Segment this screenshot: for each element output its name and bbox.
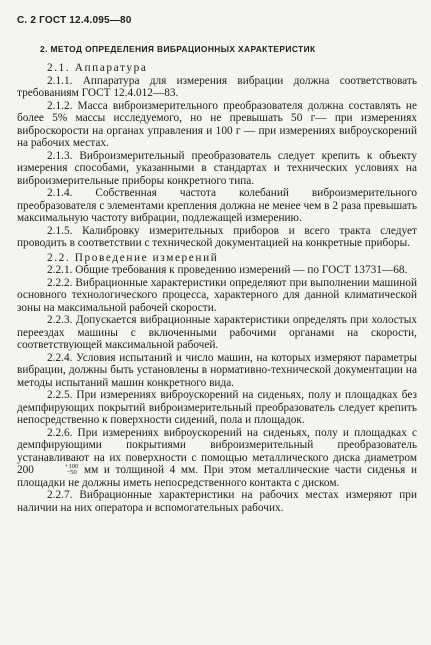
diameter-tolerance	[35, 464, 78, 476]
section-title: 2. МЕТОД ОПРЕДЕЛЕНИЯ ВИБРАЦИОННЫХ ХАРАКТЕРИСТИК	[40, 44, 316, 54]
paragraph-2-1-2: 2.1.2. Масса виброизмерительного преобразователя должна составлять не более 5% массы исследуемого, но не превышать 50 г— при измерениях виброскорости на органах управления и 100 г — при измерениях виброускорений на рабочих местах.	[17, 99, 417, 149]
tolerance-upper: +100	[64, 463, 79, 471]
paragraph-2-2-6	[17, 427, 417, 490]
subsection-heading-measurements: 2.2. Проведение измерений	[47, 251, 219, 264]
paragraph-2-1-3: 2.1.3. Виброизмерительный преобразователь следует крепить к объекту измерения способами, указанными в стандартах и технических условиях на виброизмерительные приборы конкретного типа.	[17, 149, 417, 187]
tolerance-lower: −50	[66, 469, 77, 477]
paragraph-2-1-5: 2.1.5. Калибровку измерительных приборов и всего тракта следует проводить в соответствии с технической документацией на конкретные приборы.	[17, 224, 417, 249]
paragraph-2-2-7: 2.2.7. Вибрационные характеристики на рабочих местах измеряют при наличии на них оператора и вспомогательных рабочих.	[17, 489, 417, 514]
paragraph-2-2-2: 2.2.2. Вибрационные характеристики определяют при выполнении машиной основного технологического процесса, характерного для данной климатической зоны на максимальной рабочей скорости.	[17, 276, 417, 314]
document-body	[17, 62, 417, 514]
paragraph-2-1-4: 2.1.4. Собственная частота колебаний виброизмерительного преобразователя с элементами крепления должна не менее чем в 2 раза превышать максимальную частоту вибрации, подлежащей измерению.	[17, 187, 417, 224]
paragraph-2-1-1: 2.1.1. Аппаратура для измерения вибрации должна соответствовать требованиям ГОСТ 12.4.012—83.	[17, 74, 417, 99]
paragraph-2-2-1: 2.2.1. Общие требования к проведению измерений — по ГОСТ 13731—68.	[47, 264, 408, 276]
paragraph-2-2-5: 2.2.5. При измерениях виброускорений на сиденьях, полу и площадках без демпфирующих покрытий виброизмерительный преобразователь следует крепить непосредственно к поверхности сидений, пола и площадок.	[17, 389, 417, 426]
subsection-heading-apparatus: 2.1. Аппаратура	[47, 62, 148, 74]
paragraph-2-2-3: 2.2.3. Допускается вибрационные характеристики определять при холостых переездах машины с включенными рабочими органами на скорости, соответствующей максимальной рабочей.	[17, 314, 417, 351]
paragraph-2-2-6-text-end: мм и толщиной 4 мм. При этом металлические части сиденья и площадки не должны иметь непосредственного контакта с диском.	[17, 464, 417, 489]
page-header: С. 2 ГОСТ 12.4.095—80	[17, 15, 132, 26]
paragraph-2-2-6-text-start: 2.2.6. При измерениях виброускорений на сиденьях, полу и площадках с демпфирующими покрытиями виброизмерительный преобразователь устанавливают на их поверхности с помощью металлического диска диаметром 200	[17, 426, 417, 476]
paragraph-2-2-4: 2.2.4. Условия испытаний и число машин, на которых измеряют параметры вибрации, должны быть установлены в нормативно-технической документации на методы испытаний машин конкретного вида.	[17, 351, 417, 389]
